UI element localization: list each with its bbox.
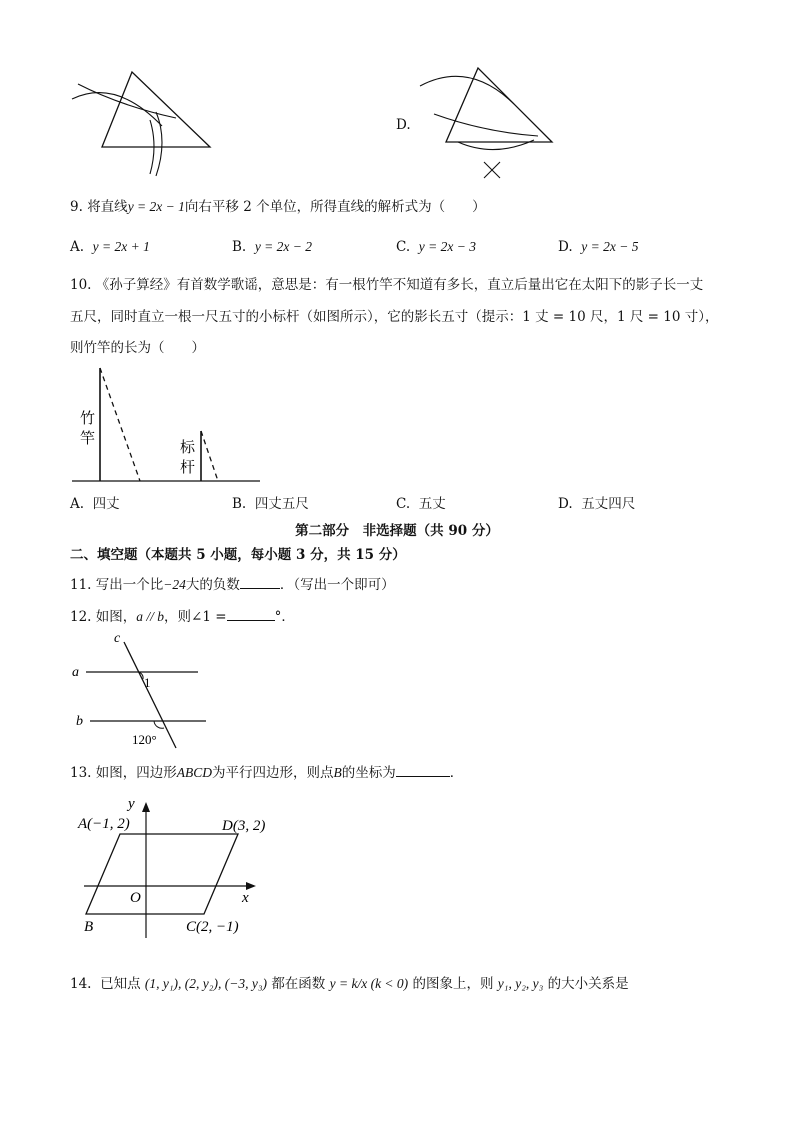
- label-a: a: [72, 665, 79, 680]
- q14-vars: y₁, y₂, y₃: [497, 976, 544, 991]
- parallelogram-abcd: [86, 834, 238, 914]
- q10-option-c[interactable]: [396, 495, 446, 513]
- origin-label: O: [130, 890, 141, 906]
- q12-text-after: °．: [274, 609, 295, 625]
- q13-answer-blank[interactable]: [396, 763, 450, 777]
- option-label: D.: [558, 496, 573, 512]
- q10-stem-line3: 则竹竿的长为（ ）: [70, 340, 205, 356]
- q11-text-after: ．（写出一个即可）: [279, 577, 395, 593]
- q9-stem: [70, 198, 486, 216]
- q13-text-before: 如图，四边形: [95, 765, 177, 781]
- point-c-label: C(2, −1): [186, 919, 239, 935]
- label-angle-1: 1: [144, 675, 151, 690]
- q13-text-after: 的坐标为: [341, 765, 396, 781]
- q8-option-d-label: D.: [396, 117, 411, 133]
- q14-function: y = k/x (k < 0): [329, 976, 409, 991]
- q13-stem: [70, 763, 463, 782]
- q13-figure: [74, 788, 284, 944]
- section2-title: 二、填空题（本题共 5 小题，每小题 3 分，共 15 分）: [70, 547, 406, 563]
- option-value: 五丈四尺: [581, 496, 636, 512]
- q8-option-d-figure: [414, 62, 558, 182]
- option-value: y = 2x − 2: [254, 239, 313, 254]
- q9-number: 9.: [70, 199, 83, 215]
- q13-text-end: ．: [449, 765, 464, 781]
- q12-figure: [70, 628, 210, 752]
- q11-number: 11.: [70, 577, 92, 593]
- option-label: D.: [558, 239, 573, 255]
- q12-text-before: 如图，: [95, 609, 137, 625]
- q12-text-middle: ，则∠1 =: [164, 609, 227, 625]
- triangle: [102, 72, 210, 147]
- q14-points: (1, y₁), (2, y₂), (−3, y₃): [144, 976, 268, 991]
- option-label: B.: [232, 239, 247, 255]
- rod-label-1: 标: [180, 440, 196, 456]
- option-label: B.: [232, 496, 247, 512]
- marker-shadow-ray: [201, 431, 218, 481]
- point-d-label: D(3, 2): [222, 818, 266, 834]
- q9-option-a[interactable]: [70, 238, 150, 256]
- q14-text-before: 已知点: [100, 976, 141, 992]
- q10-number: 10.: [70, 277, 92, 293]
- q12-answer-blank[interactable]: [227, 607, 275, 621]
- q10-option-d[interactable]: [558, 495, 635, 513]
- q10-option-a[interactable]: [70, 495, 120, 513]
- q8-option-c-figure: [66, 66, 216, 184]
- q10-line1-text: 《孙子算经》有首数学歌谣，意思是：有一根竹竿不知道有多长，直立后量出它在太阳下的影子长一丈: [95, 277, 704, 293]
- option-value: y = 2x + 1: [92, 239, 150, 254]
- q9-option-d[interactable]: [558, 238, 638, 256]
- label-c: c: [114, 631, 121, 646]
- q14-number: 14.: [70, 976, 92, 992]
- y-axis-label: y: [128, 796, 135, 812]
- q10-option-b[interactable]: [232, 495, 309, 513]
- option-value: y = 2x − 5: [581, 239, 639, 254]
- label-b: b: [76, 714, 83, 729]
- q14-stem: [70, 975, 629, 993]
- y-axis-arrow: [142, 802, 150, 812]
- bamboo-label-1: 竹: [80, 411, 96, 427]
- point-a-label: A(−1, 2): [78, 816, 130, 832]
- option-value: 四丈五尺: [254, 496, 309, 512]
- q14-text-after: 的图象上，则: [412, 976, 494, 992]
- option-label: C.: [396, 239, 411, 255]
- q11-text-middle: 大的负数: [185, 577, 240, 593]
- option-value: 五丈: [418, 496, 446, 512]
- rod-label-2: 杆: [180, 460, 196, 476]
- q9-text-before: 将直线: [87, 199, 128, 215]
- q10-stem-line1: [70, 276, 703, 294]
- q11-text-before: 写出一个比: [95, 577, 164, 593]
- q13-text-middle: 为平行四边形，则点: [212, 765, 334, 781]
- option-label: C.: [396, 496, 411, 512]
- q12-stem: [70, 607, 295, 626]
- q13-number: 13.: [70, 765, 92, 781]
- q13-point: B: [333, 765, 342, 780]
- q13-shape: ABCD: [176, 765, 213, 780]
- q10-figure: [70, 362, 265, 486]
- q11-stem: [70, 575, 395, 594]
- q9-text-after: 向右平移 2 个单位，所得直线的解析式为（ ）: [184, 199, 486, 215]
- q11-value: −24: [163, 577, 186, 592]
- x-axis-label: x: [242, 890, 249, 906]
- q11-answer-blank[interactable]: [240, 575, 280, 589]
- q12-number: 12.: [70, 609, 92, 625]
- bamboo-label-2: 竿: [80, 431, 96, 447]
- q9-option-b[interactable]: [232, 238, 312, 256]
- point-b-label: B: [84, 919, 94, 935]
- q12-parallel: a // b: [136, 609, 165, 624]
- q9-line-equation: y = 2x − 1: [127, 199, 185, 214]
- option-value: y = 2x − 3: [418, 239, 476, 254]
- option-value: 四丈: [92, 496, 120, 512]
- q14-text-middle: 都在函数: [271, 976, 326, 992]
- x-axis-arrow: [246, 882, 256, 890]
- option-label: A.: [70, 239, 85, 255]
- q9-option-c[interactable]: [396, 238, 476, 256]
- label-angle-120: 120°: [132, 732, 157, 747]
- part2-title: 第二部分 非选择题（共 90 分）: [295, 523, 499, 539]
- q10-stem-line2: 五尺，同时直立一根一尺五寸的小标杆（如图所示），它的影长五寸（提示：1 丈 = 10 尺，1 尺 = 10 寸），: [70, 309, 719, 325]
- angle-120-arc: [154, 721, 164, 728]
- option-label: A.: [70, 496, 85, 512]
- bamboo-shadow-ray: [100, 368, 140, 481]
- q14-text-end: 的大小关系是: [547, 976, 629, 992]
